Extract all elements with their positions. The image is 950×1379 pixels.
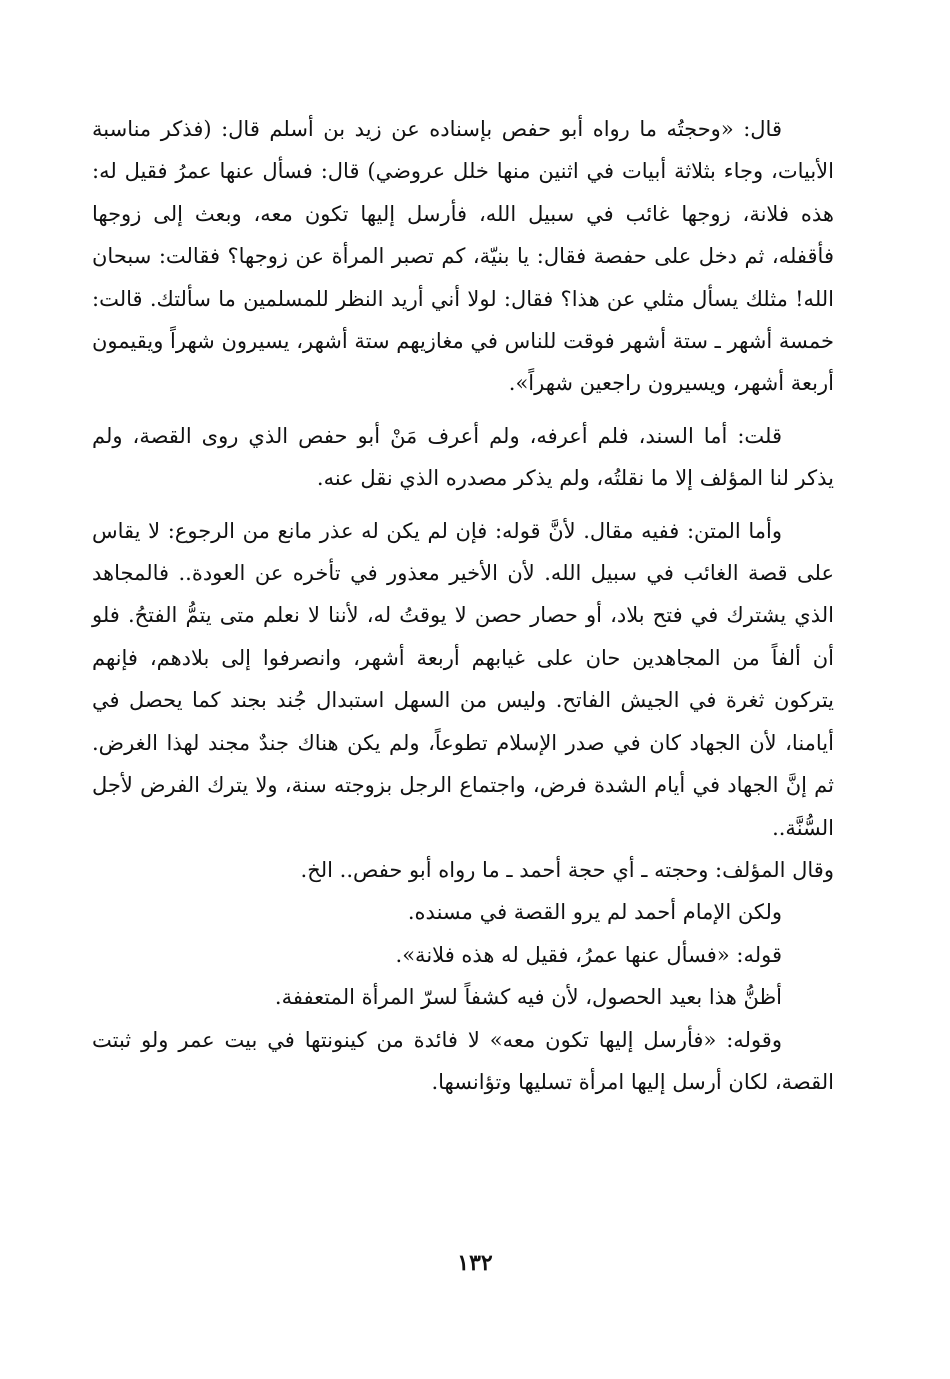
paragraph-chain-comment: قلت: أما السند، فلم أعرفه، ولم أعرف مَنْ أبو حفص الذي روى القصة، ولم يذكر لنا المؤلف إلا ما نقلتُه، ولم يذكر مصدره الذي نقل عنه. (92, 423, 834, 491)
body-text (92, 108, 834, 1103)
page-number: ١٣٢ (457, 1250, 493, 1276)
paragraph-final-remark: وقوله: «فأرسل إليها تكون معه» لا فائدة من كينونتها في بيت عمر ولو ثبتت القصة، لكان أرسل إليها امرأة تسليها وتؤانسها. (92, 1027, 834, 1094)
paragraph-quote-umar: قوله: «فسأل عنها عمرُ، فقيل له هذه فلانة». (395, 942, 782, 967)
paragraph-quote-narration: قال: «وحجتُه ما رواه أبو حفص بإسناده عن زيد بن أسلم قال: (فذكر مناسبة الأبيات، وجاء بثلاثة أبيات في اثنين منها خلل عروضي) قال: فسأل عنها عمرُ فقيل له: هذه فلانة، زوجها غائب في سبيل الله، فأرسل إليها تكون معه، وبعث إلى زوجها فأقفله، ثم دخل على حفصة فقال: يا بنيّة، كم تصبر المرأة عن زوجها؟ فقالت: سبحان الله! مثلك يسأل مثلي عن هذا؟ فقال: لولا أني أريد النظر للمسلمين ما سألتك. قالت: خمسة أشهر ـ ستة أشهر فوقت للناس في مغازيهم ستة أشهر، يسيرون شهراً ويقيمون أربعة أشهر، ويسيرون راجعين شهراً». (92, 117, 834, 396)
paragraph-text-critique: وأما المتن: ففيه مقال. لأنَّ قوله: فإن لم يكن له عذر مانع من الرجوع: لا يقاس على قصة الغائب في سبيل الله. لأن الأخير معذور في تأخره عن العودة.. فالمجاهد الذي يشترك في فتح بلاد، أو حصار حصن لا يوقتُ له، لأننا لا نعلم متى يتمُّ الفتحُ. فلو أن ألفاً من المجاهدين حان على غيابهم أربعة أشهر، وانصرفوا إلى بلادهم، فإنهم يتركون ثغرة في الجيش الفاتح. وليس من السهل استبدال جُند بجند كما يحصل في أيامنا، لأن الجهاد كان في صدر الإسلام تطوعاً، ولم يكن هناك جندٌ مجند لهذا الغرض. ثم إنَّ الجهاد في أيام الشدة فرض، واجتماع الرجل بزوجته سنة، ولا يترك الفرض لأجل السُّنَّة.. (92, 518, 834, 840)
paragraph-opinion: أظنُّ هذا بعيد الحصول، لأن فيه كشفاً لسرّ المرأة المتعففة. (274, 985, 782, 1010)
paragraph-musnad-note: ولكن الإمام أحمد لم يرو القصة في مسنده. (407, 900, 782, 925)
paragraph-author-statement: وقال المؤلف: وحجته ـ أي حجة أحمد ـ ما رواه أبو حفص.. الخ. (300, 857, 834, 882)
